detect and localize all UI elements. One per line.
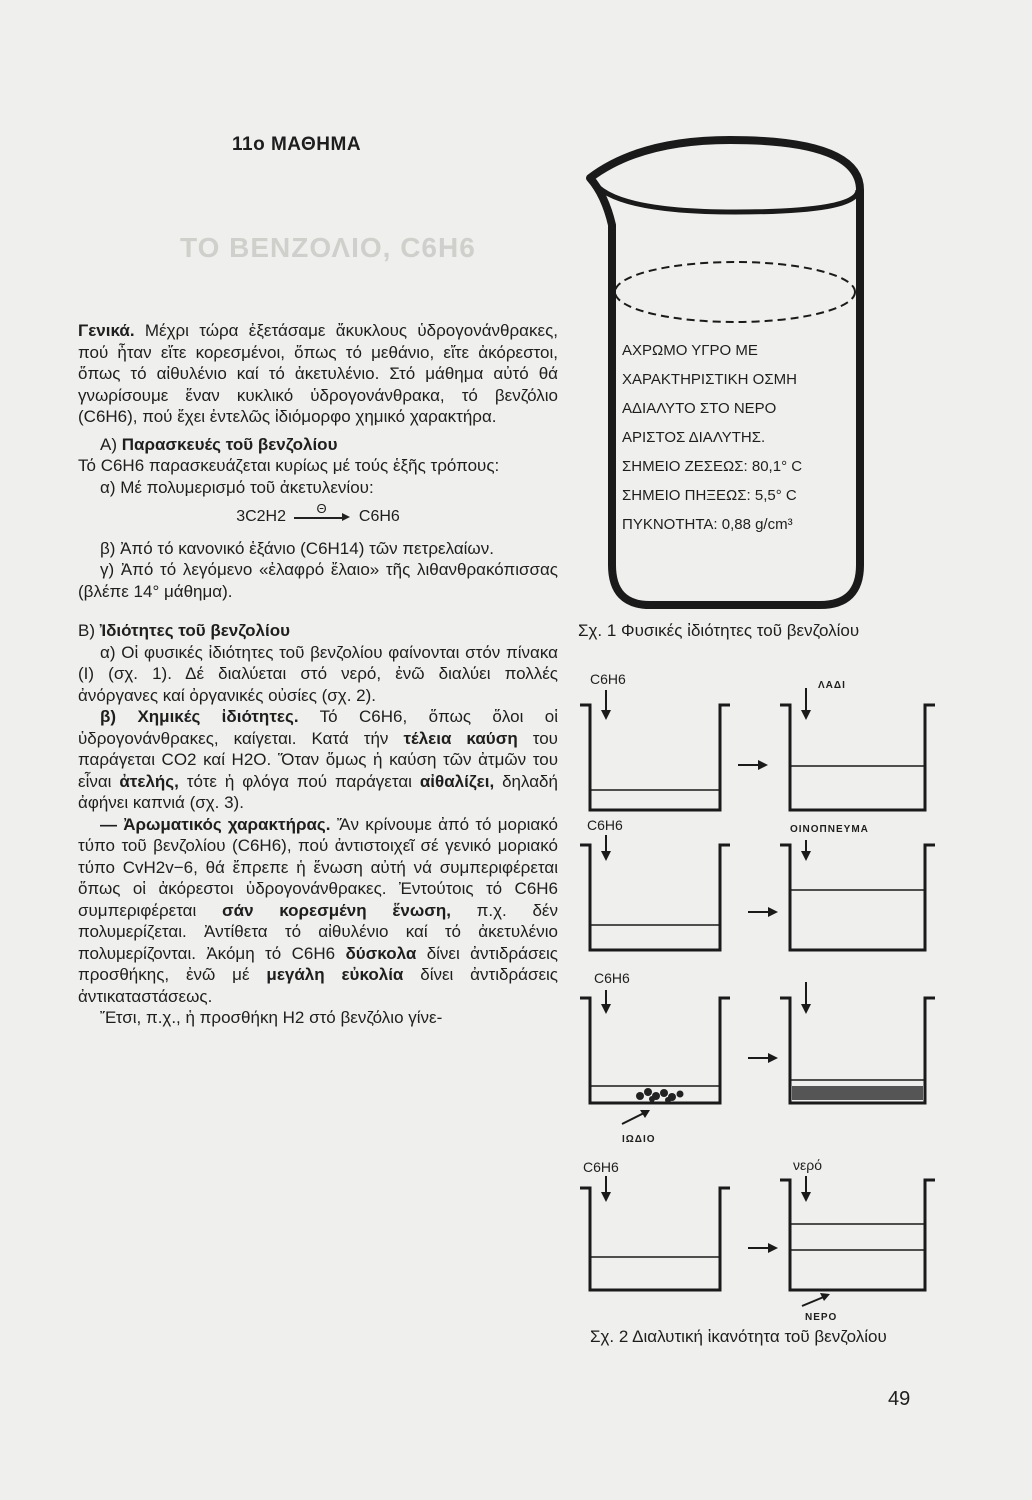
chem-bold-3: αἰθαλίζει, — [419, 771, 495, 791]
chem-text-4: δηλαδή ἀφήνει καπνιά (σχ. 3). — [78, 771, 558, 812]
physical-properties: α) Οἱ φυσικές ἰδιότητες τοῦ βενζολίου φαίνονται στόν πίνακα (Ι) (σχ. 1). Δέ διαλύεται στό νερό, ἐνῶ διαλύει πολλές ἀνόργανες καί ὀργανικές οὐσίες (σχ. 2). — [78, 642, 558, 705]
arom-text-2: π.χ. δέν πολυμερίζεται. Ἀντίθετα τό αἰθυλένιο καί τό ἀκετυλένιο πολυμερίζονται. Ἀκόμη τό C6H6 — [78, 900, 558, 963]
lesson-number: 11ο ΜΑΘΗΜΑ — [232, 134, 362, 155]
arom-text-4: δίνει ἀντιδράσεις ἀντικαταστάσεως. — [78, 965, 558, 1006]
section-b-title: Ἰδιότητες τοῦ βενζολίου — [99, 621, 290, 640]
section-a-title: Παρασκευές τοῦ βενζολίου — [121, 434, 338, 454]
chem-text-2: του παράγεται CO2 καί H2O. Ὅταν ὅμως ἡ καύση τῶν ἀτμῶν του εἶναι — [78, 728, 558, 791]
iodine-label: ΙΩΔΙΟ — [622, 1134, 656, 1145]
benzene-label-1: C6H6 — [590, 671, 626, 687]
beaker-line-5: ΣΗΜΕΙΟ ΖΕΣΕΩΣ: 80,1° C — [622, 458, 803, 475]
arom-bold-3: μεγάλη εὐκολία — [266, 965, 404, 984]
beaker-line-2: ΧΑΡΑΚΤΗΡΙΣΤΙΚΗ ΟΣΜΗ — [622, 371, 797, 388]
chem-text-3: τότε ἡ φλόγα πού παράγεται — [186, 771, 412, 791]
container-4a — [580, 1188, 730, 1290]
beaker-line-6: ΣΗΜΕΙΟ ΠΗΞΕΩΣ: 5,5° C — [622, 487, 797, 504]
aromatic-label: — Ἀρωματικός χαρακτήρας. — [100, 814, 331, 834]
chem-text-1: Τό C6H6, ὅπως ὅλοι οἱ ὑδρογονάνθρακες, καίγεται. Κατά τήν — [78, 707, 558, 748]
chem-bold-2: ἀτελής, — [119, 771, 179, 791]
oil-label: ΛΑΔΙ — [818, 680, 846, 691]
container-3a — [580, 998, 730, 1103]
benzene-label-2: C6H6 — [587, 817, 623, 833]
arom-text-1: Ἄν κρίνουμε ἀπό τό μοριακό τύπο τοῦ βενζολίου (C6H6), πού ἀντιστοιχεῖ σέ γενικό μοριακό τύπο CvH2v−6, θά ἔπρεπε ἡ ἕνωση αὐτή νά συμπεριφέρεται ὅπως οἱ ἀκόρεστοι ὑδρογονάνθρακες. Ἐντούτοις τό C6H6 συμπεριφέρεται — [78, 814, 558, 920]
beaker-labels — [622, 342, 802, 533]
beaker-line-4: ΑΡΙΣΤΟΣ ΔΙΑΛΥΤΗΣ. — [622, 429, 766, 446]
beaker-line-1: ΑΧΡΩΜΟ ΥΓΡΟ ΜΕ — [622, 342, 758, 359]
arom-text-3: δίνει ἀντιδράσεις προσθήκης, ἐνῶ μέ — [78, 943, 558, 984]
method-c: γ) Ἀπό τό λεγόμενο «ἐλαφρό ἔλαιο» τῆς λιθανθρακόπισσας (βλέπε 14° μάθημα). — [78, 560, 558, 601]
container-2b — [780, 845, 935, 950]
section-b-label: Β) — [78, 621, 95, 640]
container-2a — [580, 845, 730, 950]
intro-text: Μέχρι τώρα ἐξετάσαμε ἄκυκλους ὑδρογονάνθρακες, πού ἦταν εἴτε κορεσμένοι, ὅπως τό μεθάνιο, εἴτε ἀκόρεστοι, ὅπως τό αἰθυλένιο καί τό ἀκετυλένιο. Στό μάθημα αὐτό θά γνωρίσουμε ἕναν κυκλικό ὑδρογονάνθρακα, τό βενζόλιο (C6H6), πού ἔχει ἐντελῶς ἰδιόμορφο χημικό χαρακτήρα. — [78, 321, 558, 426]
beaker-line-7: ΠΥΚΝΟΤΗΤΑ: 0,88 g/cm³ — [622, 516, 793, 533]
last-line: Ἔτσι, π.χ., ἡ προσθήκη H2 στό βενζόλιο γίνε- — [100, 1008, 443, 1027]
intro-label: Γενικά. — [78, 321, 135, 340]
equation-product: C6H6 — [358, 508, 400, 525]
alcohol-label: ΟΙΝΟΠΝΕΥΜΑ — [790, 824, 869, 835]
container-1b — [780, 705, 935, 810]
section-a-text: Τό C6H6 παρασκευάζεται κυρίως μέ τούς ἑξῆς τρόπους: — [78, 456, 500, 475]
arom-bold-1: σάν κορεσμένη ἕνωση, — [221, 900, 451, 920]
benzene-label-3: C6H6 — [594, 970, 630, 986]
section-a-label: Α) — [100, 434, 117, 454]
figure2-caption: Σχ. 2 Διαλυτική ἱκανότητα τοῦ βενζολίου — [590, 1327, 887, 1346]
dark-solution — [792, 1086, 923, 1100]
solubility-figure — [580, 705, 935, 1290]
chem-bold-1: τέλεια καύση — [403, 728, 518, 748]
beaker-rim — [592, 180, 858, 212]
container-1a — [580, 705, 730, 810]
water-label-bottom: ΝΕΡΟ — [805, 1312, 838, 1323]
heat-symbol: Θ — [316, 500, 327, 516]
method-b: β) Ἀπό τό κανονικό ἑξάνιο (C6H14) τῶν πετρελαίων. — [100, 538, 494, 558]
equation-reactant: 3C2H2 — [236, 508, 286, 525]
water-label-top: νερό — [793, 1157, 822, 1173]
figure1-caption: Σχ. 1 Φυσικές ἰδιότητες τοῦ βενζολίου — [578, 621, 860, 640]
method-a: α) Μέ πολυμερισμό τοῦ ἀκετυλενίου: — [100, 477, 374, 497]
liquid-surface — [615, 262, 855, 322]
page-title: ΤΟ ΒΕΝΖΟΛΙΟ, C6H6 — [180, 232, 476, 263]
arom-bold-2: δύσκολα — [345, 943, 417, 963]
benzene-label-4: C6H6 — [583, 1159, 619, 1175]
page-number: 49 — [888, 1388, 911, 1410]
beaker-line-3: ΑΔΙΑΛΥΤΟ ΣΤΟ ΝΕΡΟ — [622, 400, 777, 417]
iodine-crystals — [636, 1088, 684, 1103]
figure-arrows — [601, 688, 830, 1306]
chemical-label: β) Χημικές ἰδιότητες. — [100, 707, 299, 726]
